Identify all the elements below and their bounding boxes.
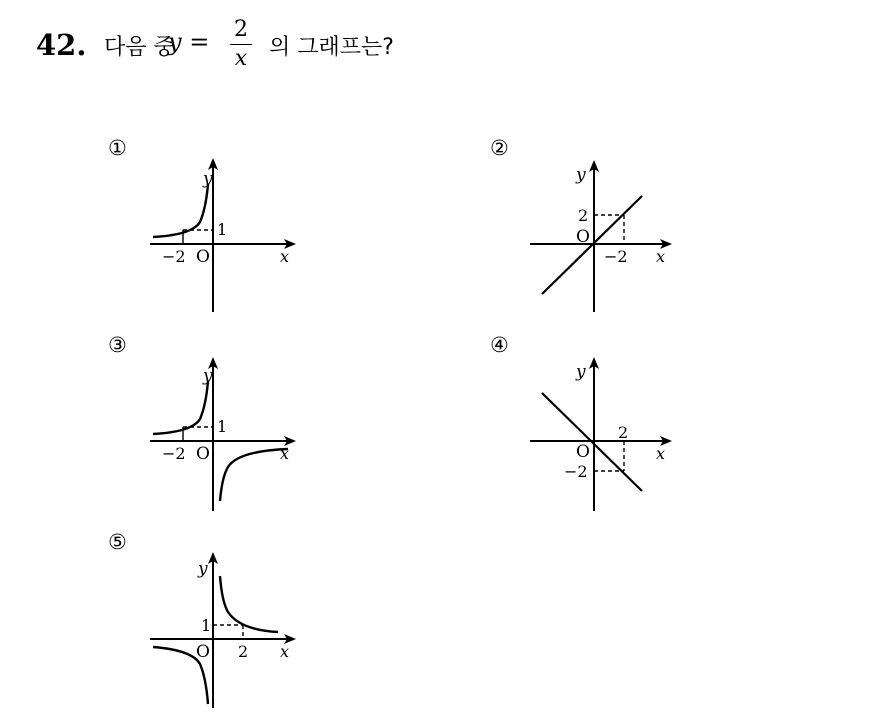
origin-label: O (196, 642, 210, 662)
option-3-graph[interactable] (140, 345, 310, 515)
x-tick-label: −2 (162, 444, 186, 463)
option-4-marker[interactable]: ④ (490, 333, 509, 357)
y-tick-label: 1 (201, 616, 212, 635)
option-4-graph[interactable] (520, 345, 690, 515)
y-tick-label: 1 (217, 220, 228, 239)
fraction-numerator: 2 (234, 17, 248, 42)
option-2-graph[interactable] (520, 150, 690, 320)
x-axis-label: x (280, 444, 290, 463)
curve-left (153, 381, 208, 434)
option-5-graph[interactable] (140, 540, 310, 710)
x-axis-label: x (656, 444, 666, 463)
y-axis-label: y (576, 362, 586, 382)
x-axis-label: x (280, 247, 290, 266)
question-expression: y = (168, 28, 210, 56)
y-axis-label: y (203, 169, 213, 189)
x-tick-label: −2 (162, 247, 186, 266)
option-3-marker[interactable]: ③ (108, 333, 127, 357)
y-tick-label: 1 (217, 417, 228, 436)
option-2-marker[interactable]: ② (490, 136, 509, 160)
option-1-marker[interactable]: ① (108, 136, 127, 160)
curve-right (220, 449, 288, 501)
y-tick-label: −2 (564, 462, 588, 481)
x-tick-label: −2 (604, 247, 628, 266)
origin-label: O (576, 227, 590, 247)
origin-label: O (196, 444, 210, 464)
option-1-graph[interactable] (140, 150, 310, 320)
y-tick-label: 2 (578, 206, 589, 225)
question-number: 42. (36, 28, 87, 62)
x-axis-label: x (280, 642, 290, 661)
x-axis-label: x (656, 247, 666, 266)
y-axis-label: y (198, 559, 208, 579)
question-prefix: 다음 중 (104, 35, 175, 60)
question-header (36, 16, 856, 86)
y-axis-label: y (203, 366, 213, 386)
origin-label: O (576, 442, 590, 462)
y-axis-label: y (576, 165, 586, 185)
question-suffix: 의 그래프는? (269, 35, 394, 60)
origin-label: O (196, 247, 210, 267)
x-tick-label: 2 (238, 642, 249, 661)
option-5-marker[interactable]: ⑤ (108, 530, 127, 554)
fraction-denominator: x (234, 46, 248, 71)
fraction (228, 16, 254, 73)
curve-right (220, 576, 278, 632)
curve (153, 184, 208, 237)
x-tick-label: 2 (618, 423, 629, 442)
